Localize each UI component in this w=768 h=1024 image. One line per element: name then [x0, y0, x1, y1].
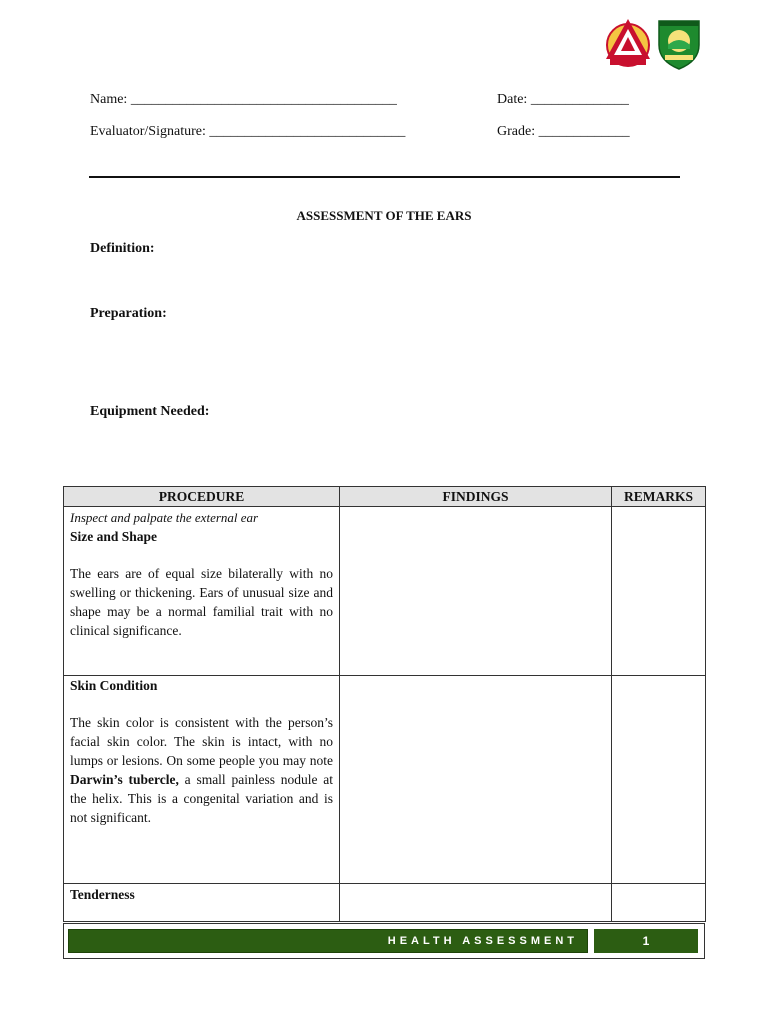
description-text: The skin color is consistent with the person’s facial skin color. The skin is intact, with no lumps or lesions. On some people you may note	[70, 715, 333, 768]
description-text: a small painless nodule at the helix. This is a congenital variation and is not significant.	[70, 772, 334, 825]
date-field[interactable]: Date: ______________	[497, 92, 629, 107]
procedure-cell	[64, 884, 340, 922]
findings-cell[interactable]	[340, 884, 612, 922]
remarks-cell[interactable]	[612, 884, 706, 922]
page-title: ASSESSMENT OF THE EARS	[296, 208, 472, 223]
definition-heading: Definition:	[90, 241, 155, 256]
equipment-needed-heading: Equipment Needed:	[90, 404, 210, 419]
remarks-cell[interactable]	[612, 507, 706, 676]
grade-field[interactable]: Grade: _____________	[497, 124, 630, 139]
procedure-table	[63, 486, 706, 922]
column-header-findings: FINDINGS	[340, 487, 612, 507]
findings-cell[interactable]	[340, 507, 612, 676]
table-row	[64, 507, 706, 676]
procedure-description	[70, 713, 333, 827]
darwins-tubercle-term: Darwin’s tubercle,	[70, 772, 179, 787]
procedure-heading: Size and Shape	[70, 529, 158, 544]
name-field[interactable]: Name: ______________________________________	[90, 92, 397, 107]
procedure-intro: Inspect and palpate the external ear	[70, 510, 259, 525]
findings-cell[interactable]	[340, 676, 612, 884]
procedure-cell	[64, 676, 340, 884]
column-header-procedure: PROCEDURE	[64, 487, 340, 507]
header-divider	[89, 176, 680, 178]
remarks-cell[interactable]	[612, 676, 706, 884]
procedure-heading: Skin Condition	[70, 678, 158, 693]
procedure-cell	[64, 507, 340, 676]
procedure-description: The ears are of equal size bilaterally with no swelling or thickening. Ears of unusual size and shape may be a normal familial trait with no clinical significance.	[70, 566, 333, 638]
page-number: 1	[594, 929, 698, 953]
evaluator-signature-field[interactable]: Evaluator/Signature: ____________________________	[90, 124, 406, 139]
school-logo-triangle	[602, 15, 654, 71]
school-logo-shield	[655, 15, 703, 71]
table-row	[64, 884, 706, 922]
column-header-remarks: REMARKS	[612, 487, 706, 507]
preparation-heading: Preparation:	[90, 306, 167, 321]
table-row	[64, 676, 706, 884]
table-header-row	[64, 487, 706, 507]
footer-label: HEALTH ASSESSMENT	[387, 935, 578, 947]
procedure-heading: Tenderness	[70, 887, 135, 902]
